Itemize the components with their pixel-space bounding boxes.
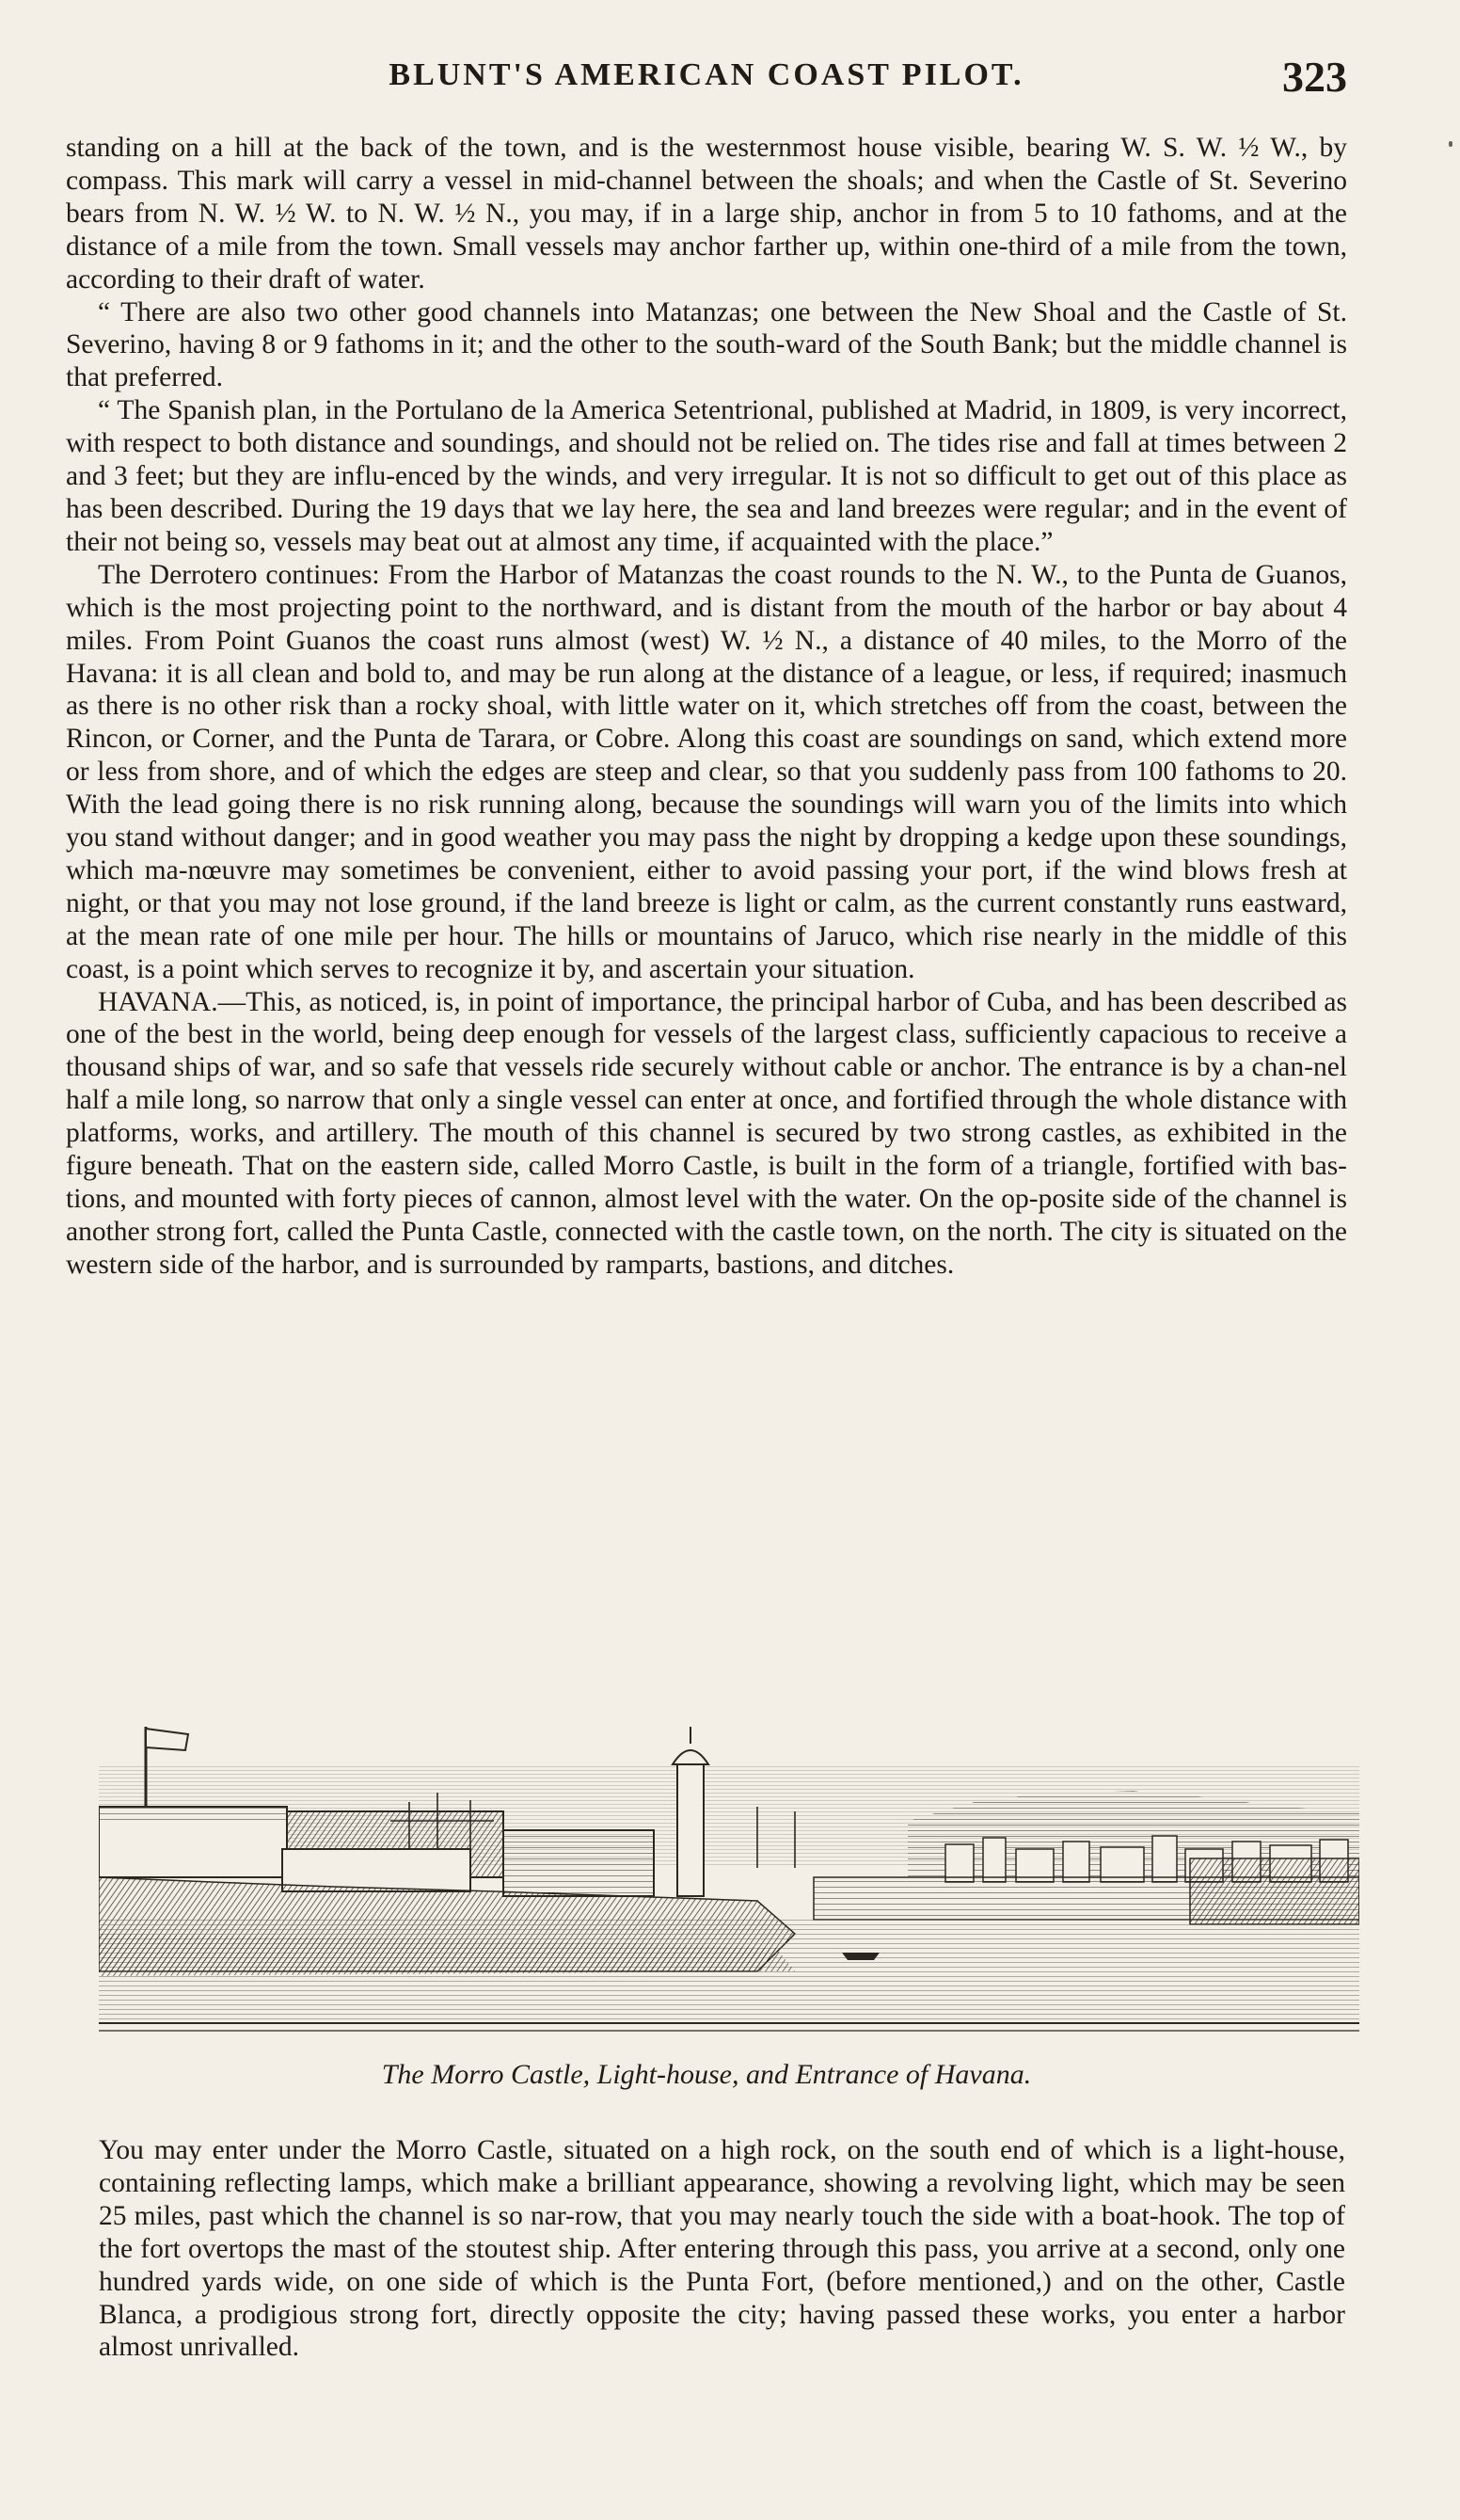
paragraph-derrotero: The Derrotero continues: From the Harbor of Matanzas the coast rounds to the N. W., to the Punta de Guanos, which is the most projecting point to the northward, and is distant from the mouth of the harbor or bay about 4 miles. From Point Guanos the coast runs almost (west) W. ½ N., a distance of 40 miles, to the Morro of the Havana: it is all clean and bold to, and may be run along at the distance of a league, or less, if required; inasmuch as there is no other risk than a rocky shoal, with little water on it, which stretches off from the coast, between the Rincon, or Corner, and the Punta de Tarara, or Cobre. Along this coast are soundings on sand, which extend more or less from shore, and of which the edges are steep and clear, so that you suddenly pass from 100 fathoms to 20. With the lead going there is no risk running along, because the soundings will warn you of the limits into which you stand without danger; and in good weather you may pass the night by dropping a kedge upon these soundings, which ma-nœuvre may sometimes be convenient, either to avoid passing your port, if the wind blows fresh at night, or that you may not lose ground, if the land breeze is light or calm, as the current constantly runs eastward, at the mean rate of one mile per hour. The hills or mountains of Jaruco, which rise nearly in the middle of this coast, is a point which serves to recognize it by, and ascertain your situation. bbox=[66, 559, 1347, 984]
margin-mark bbox=[1449, 141, 1452, 147]
page-number: 323 bbox=[1282, 53, 1347, 101]
engraving-morro-castle bbox=[99, 1717, 1359, 2042]
running-title: BLUNT'S AMERICAN COAST PILOT. bbox=[389, 57, 1024, 92]
running-head bbox=[66, 52, 1347, 108]
paragraph-spanish-plan: “ The Spanish plan, in the Portulano de la America Setentrional, published at Madrid, in 1809, is very incorrect, with respect to both distance and soundings, and should not be relied on. The tides rise and fall at times between 2 and 3 feet; but they are influ-enced by the winds, and very irregular. It is not so difficult to get out of this place as has been described. During the 19 days that we lay here, the sea and land breezes were regular; and in the event of their not being so, vessels may beat out at almost any time, if acquainted with the place.” bbox=[66, 395, 1347, 557]
paragraph-morro-entrance: You may enter under the Morro Castle, situated on a high rock, on the south end of which is a light-house, containing reflecting lamps, which make a brilliant appearance, showing a revolving light, which may be seen 25 miles, past which the channel is so nar-row, that you may nearly touch the side with a boat-hook. The top of the fort overtops the mast of the stoutest ship. After entering through this pass, you arrive at a second, only one hundred yards wide, on one side of which is the Punta Fort, (before mentioned,) and on the other, Castle Blanca, a prodigious strong fort, directly opposite the city; having passed these works, you enter a harbor almost unrivalled. bbox=[99, 2135, 1345, 2363]
paragraph-havana: HAVANA.—This, as noticed, is, in point of importance, the principal harbor of Cuba, and has been described as one of the best in the world, being deep enough for vessels of the largest class, sufficiently capacious to receive a thousand ships of war, and so safe that vessels ride securely without cable or anchor. The entrance is by a chan-nel half a mile long, so narrow that only a single vessel can enter at once, and fortified through the whole distance with platforms, works, and artillery. The mouth of this channel is secured by two strong castles, as exhibited in the figure beneath. That on the eastern side, called Morro Castle, is built in the form of a triangle, fortified with bas-tions, and mounted with forty pieces of cannon, almost level with the water. On the op-posite side of the channel is another strong fort, called the Punta Castle, connected with the castle town, on the north. The city is situated on the western side of the harbor, and is surrounded by ramparts, bastions, and ditches. bbox=[66, 986, 1347, 1280]
body-text bbox=[66, 132, 1347, 1282]
paragraph-matanzas-channels: “ There are also two other good channels into Matanzas; one between the New Shoal and the Castle of St. Severino, having 8 or 9 fathoms in it; and the other to the south-ward of the South Bank; but the middle channel is that preferred. bbox=[66, 296, 1347, 393]
closing-text bbox=[99, 2134, 1345, 2364]
figure-caption: The Morro Castle, Light-house, and Entrance of Havana. bbox=[381, 2059, 1032, 2090]
paragraph-continuation: standing on a hill at the back of the town, and is the westernmost house visible, bearing W. S. W. ½ W., by compass. This mark will carry a vessel in mid-channel between the shoals; and when the Castle of St. Severino bears from N. W. ½ W. to N. W. ½ N., you may, if in a large ship, anchor in from 5 to 10 fathoms, and at the distance of a mile from the town. Small vessels may anchor farther up, within one-third of a mile from the town, according to their draft of water. bbox=[66, 133, 1347, 295]
